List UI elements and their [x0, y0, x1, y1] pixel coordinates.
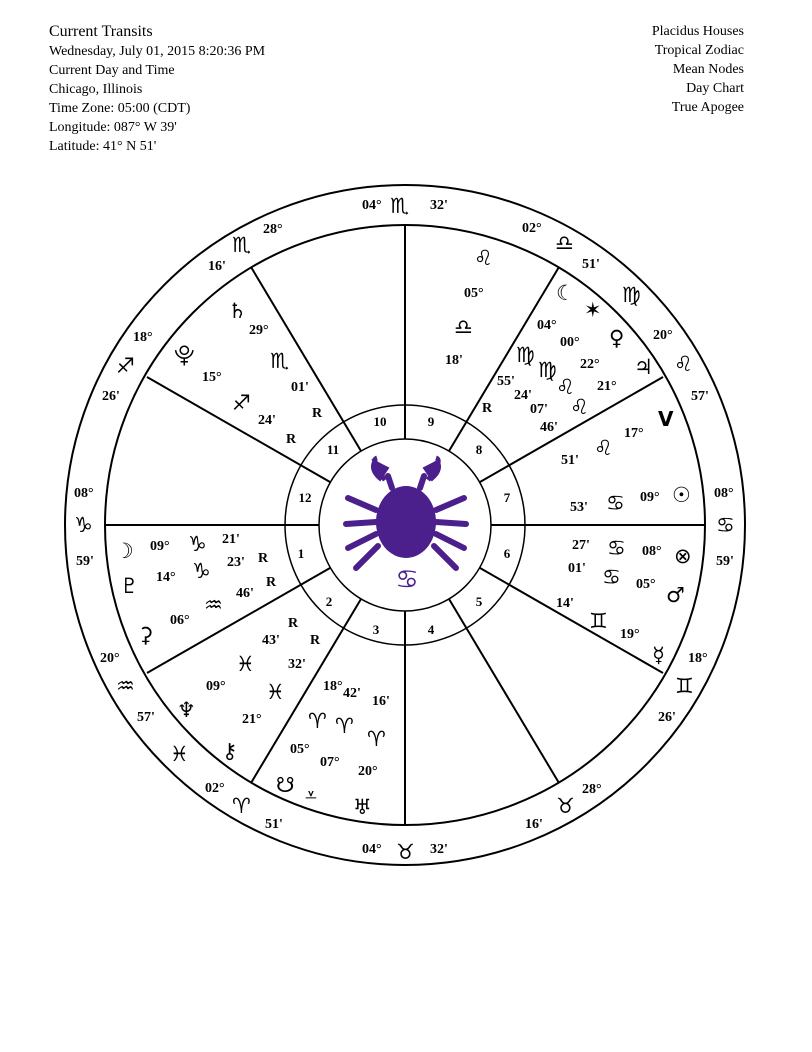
chart-timezone: Time Zone: 05:00 (CDT) — [49, 101, 191, 116]
h2-sign-icon: ♒ — [116, 674, 135, 698]
h11-sign-icon: ♏ — [232, 233, 251, 257]
chiron-icon: ⚷ — [222, 739, 238, 763]
mercury-icon: ☿ — [652, 643, 665, 667]
lilith-icon: ☾ — [556, 281, 575, 305]
h3-min-42: 42' — [343, 686, 361, 701]
h3-deg-05: 05° — [290, 742, 310, 757]
h6-deg-19: 19° — [620, 627, 640, 642]
neptune-icon: ♆ — [177, 698, 196, 722]
pallas-icon: ⯓ — [174, 343, 195, 367]
apogee-type: True Apogee — [671, 100, 744, 115]
h1-min-21: 21' — [222, 532, 240, 547]
cancer-icon-2: ♋ — [607, 536, 626, 560]
house-number-12: 12 — [298, 490, 312, 505]
asc-sign-icon: ♑ — [74, 513, 93, 537]
h3-minute: 51' — [265, 817, 283, 832]
h8-min-55: 55' — [497, 374, 515, 389]
h8-deg-04: 04° — [537, 318, 557, 333]
h1-deg-09: 09° — [150, 539, 170, 554]
h9-sign-icon: ♎ — [555, 231, 574, 255]
pisces-icon-2: ♓ — [266, 680, 285, 704]
h6-min-27: 27' — [572, 538, 590, 553]
h6-minute: 26' — [658, 710, 676, 725]
h9-minute: 51' — [582, 257, 600, 272]
h6-sign-icon: ♊ — [675, 674, 694, 698]
house-number-7: 7 — [503, 490, 511, 505]
house-number-4: 4 — [427, 622, 435, 637]
aries-icon: ♈ — [308, 709, 327, 733]
ext-point-icon: ⩡ — [305, 783, 317, 807]
h8-minute: 57' — [691, 389, 709, 404]
chart-location: Chicago, Illinois — [49, 82, 143, 97]
h11-min-01: 01' — [291, 380, 309, 395]
south-node-icon: ☋ — [276, 773, 295, 797]
h3-deg-07: 07° — [320, 755, 340, 770]
h9-degree: 02° — [522, 221, 542, 236]
jupiter-icon: ♃ — [634, 355, 653, 379]
h12-sign-icon: ♐ — [116, 354, 135, 378]
h2-min-32: 32' — [288, 657, 306, 672]
h1-deg-06: 06° — [170, 613, 190, 628]
cancer-center-glyph: ♋ — [395, 565, 419, 595]
h11-retrograde-1: R — [312, 406, 323, 421]
h2-deg-09: 09° — [206, 679, 226, 694]
h1-retrograde-1: R — [258, 551, 269, 566]
house-number-9: 9 — [427, 414, 435, 429]
h11-minute: 16' — [208, 259, 226, 274]
juno-icon: ✶ — [584, 298, 602, 322]
house-number-11: 11 — [326, 442, 340, 457]
mc-degree: 04° — [362, 198, 382, 213]
h6-deg-08: 08° — [642, 544, 662, 559]
cancer-icon: ♋ — [606, 491, 625, 515]
h6-degree: 18° — [688, 651, 708, 666]
ic-minute: 32' — [430, 842, 448, 857]
house-number-3: 3 — [372, 622, 380, 637]
vertex-icon: V — [658, 407, 674, 431]
scorpio-icon: ♏ — [270, 349, 289, 373]
house-system: Placidus Houses — [651, 24, 744, 39]
h8-degree: 20° — [653, 328, 673, 343]
asc-degree: 08° — [74, 486, 94, 501]
h8-deg-22: 22° — [580, 357, 600, 372]
h1-deg-14: 14° — [156, 570, 176, 585]
h12-minute: 26' — [102, 389, 120, 404]
h3-deg-18: 18° — [323, 679, 343, 694]
leo-icon-4: ♌ — [594, 436, 613, 460]
h8-min-46: 46' — [540, 420, 558, 435]
h5-degree: 28° — [582, 782, 602, 797]
chart-longitude: Longitude: 087° W 39' — [49, 120, 177, 135]
venus-icon: ♀ — [609, 326, 625, 350]
cancer-icon-3: ♋ — [602, 565, 621, 589]
h11-deg-29: 29° — [249, 323, 269, 338]
h6-deg-05: 05° — [636, 577, 656, 592]
uranus-icon: ♅ — [353, 795, 372, 819]
mc-minute: 32' — [430, 198, 448, 213]
h2-degree: 20° — [100, 651, 120, 666]
pisces-icon-3: ♓ — [170, 742, 189, 766]
house-number-1: 1 — [297, 546, 305, 561]
mars-icon: ♂ — [666, 583, 685, 607]
h8-deg-17: 17° — [624, 426, 644, 441]
gemini-icon: ♊ — [589, 609, 608, 633]
h5-minute: 16' — [525, 817, 543, 832]
pisces-icon: ♓ — [236, 652, 255, 676]
h8-sign-icon: ♌ — [674, 352, 693, 376]
aries-icon-2: ♈ — [335, 714, 354, 738]
ceres-icon: ⚳ — [138, 623, 154, 647]
moon-icon: ☽ — [115, 539, 134, 563]
h8-min-24: 24' — [514, 388, 532, 403]
h6-min-01: 01' — [568, 561, 586, 576]
h7-min-53: 53' — [570, 500, 588, 515]
virgo-icon-3: ♍ — [538, 358, 557, 382]
h7-deg-09: 09° — [640, 490, 660, 505]
h9-placement-minute: 18' — [445, 353, 463, 368]
h8-deg-21: 21° — [597, 379, 617, 394]
mc-sign-icon: ♏ — [390, 194, 409, 218]
h2-minute: 57' — [137, 710, 155, 725]
h2-retrograde-2: R — [310, 633, 321, 648]
h11-min-24: 24' — [258, 413, 276, 428]
sun-icon: ☉ — [672, 483, 691, 507]
dsc-minute: 59' — [716, 554, 734, 569]
house-number-6: 6 — [503, 546, 511, 561]
house-number-2: 2 — [325, 594, 333, 609]
h8-deg-00: 00° — [560, 335, 580, 350]
chart-label: Current Day and Time — [49, 63, 175, 78]
pluto-icon: ♇ — [120, 574, 139, 598]
h3-deg-20: 20° — [358, 764, 378, 779]
ic-sign-icon: ♉ — [396, 840, 415, 864]
saturn-icon: ♄ — [228, 299, 247, 323]
h2-deg-21: 21° — [242, 712, 262, 727]
h1-min-23: 23' — [227, 555, 245, 570]
h11-deg-15: 15° — [202, 370, 222, 385]
aries-icon-3: ♈ — [367, 727, 386, 751]
virgo-icon-2: ♍ — [516, 343, 535, 367]
h8-min-07: 07' — [530, 402, 548, 417]
h11-retrograde-2: R — [286, 432, 297, 447]
h2-retrograde-1: R — [288, 616, 299, 631]
h5-sign-icon: ♉ — [556, 794, 575, 818]
house-number-10: 10 — [373, 414, 387, 429]
chart-latitude: Latitude: 41° N 51' — [49, 139, 157, 154]
chart-kind: Day Chart — [686, 81, 744, 96]
h8-min-51: 51' — [561, 453, 579, 468]
h12-degree: 18° — [133, 330, 153, 345]
h1-retrograde-2: R — [266, 575, 277, 590]
h3-sign-icon: ♈ — [232, 794, 251, 818]
node-type: Mean Nodes — [672, 62, 744, 77]
libra-icon: ♎ — [454, 315, 473, 339]
h9-placement-degree: 05° — [464, 286, 484, 301]
chart-title: Current Transits — [49, 23, 153, 40]
leo-icon-2: ♌ — [556, 375, 575, 399]
h1-min-46: 46' — [236, 586, 254, 601]
sagittarius-icon: ♐ — [232, 391, 251, 415]
h6-min-14: 14' — [556, 596, 574, 611]
zodiac-type: Tropical Zodiac — [654, 43, 744, 58]
dsc-degree: 08° — [714, 486, 734, 501]
cusp-line-5 — [449, 599, 559, 783]
virgo-icon: ♍ — [622, 283, 641, 307]
aquarius-icon: ♒ — [204, 593, 223, 617]
h3-min-16: 16' — [372, 694, 390, 709]
dsc-sign-icon: ♋ — [716, 513, 735, 537]
leo-icon-3: ♌ — [570, 395, 589, 419]
capricorn-icon: ♑ — [188, 532, 207, 556]
house-number-8: 8 — [475, 442, 483, 457]
ic-degree: 04° — [362, 842, 382, 857]
house-number-5: 5 — [475, 594, 483, 609]
leo-icon: ♌ — [474, 246, 493, 270]
h11-degree: 28° — [263, 222, 283, 237]
part-of-fortune-icon: ⊗ — [674, 544, 692, 568]
asc-minute: 59' — [76, 554, 94, 569]
capricorn-icon-2: ♑ — [192, 559, 211, 583]
h3-degree: 02° — [205, 781, 225, 796]
crab-icon — [346, 458, 466, 568]
h2-min-43: 43' — [262, 633, 280, 648]
chart-datetime: Wednesday, July 01, 2015 8:20:36 PM — [49, 44, 266, 59]
h8-retrograde: R — [482, 401, 493, 416]
